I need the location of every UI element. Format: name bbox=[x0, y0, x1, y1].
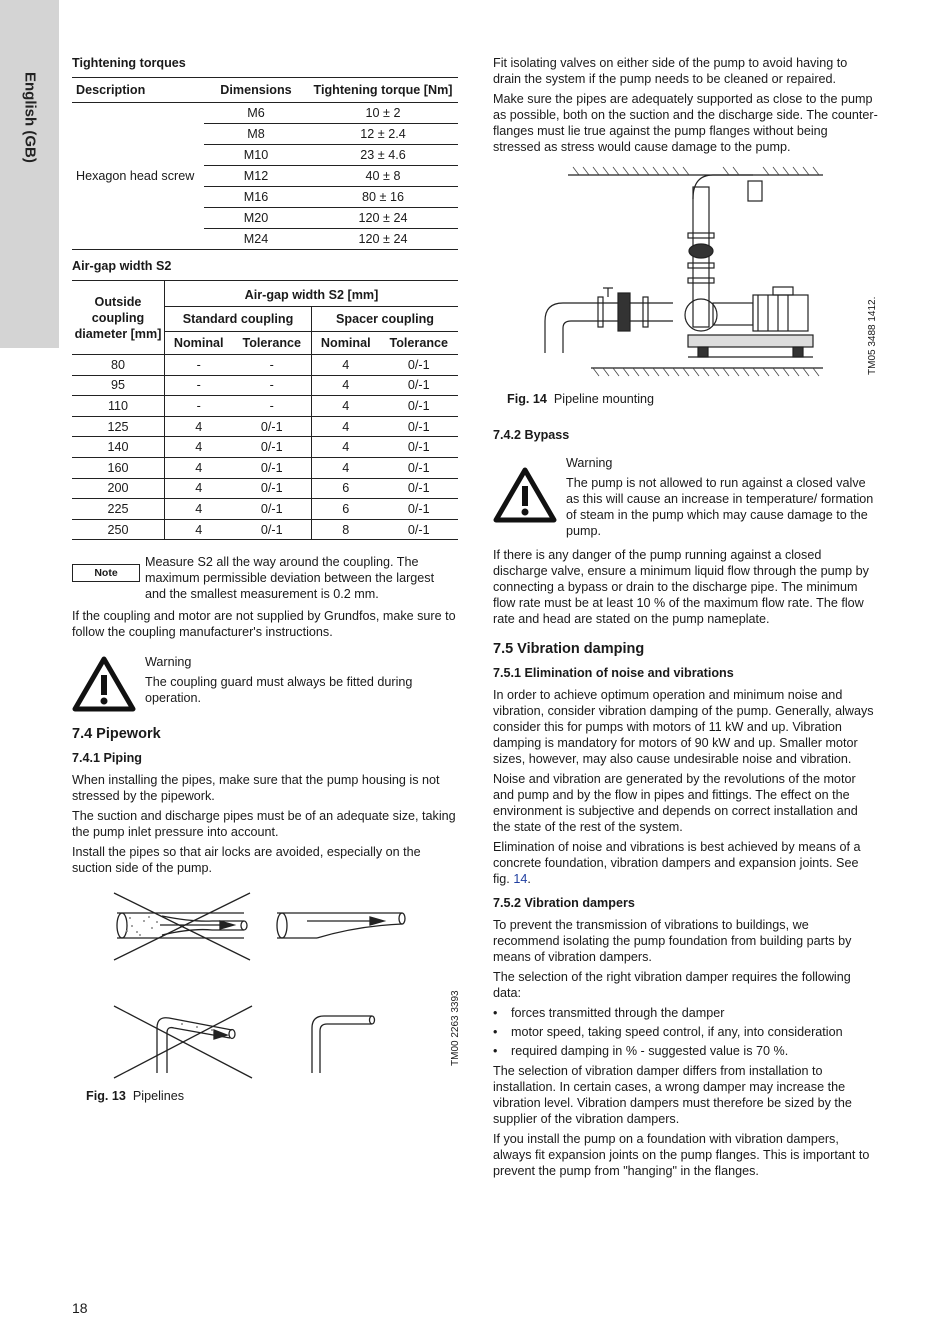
language-label: English (GB) bbox=[21, 72, 39, 163]
spc-tolerance-cell: 0/-1 bbox=[380, 457, 459, 478]
spc-nominal-cell: 4 bbox=[312, 355, 380, 376]
spc-nominal-cell: 4 bbox=[312, 396, 380, 417]
spc-nominal-cell: 4 bbox=[312, 375, 380, 396]
spc-tolerance-cell: 0/-1 bbox=[380, 499, 459, 520]
spc-nominal-cell: 8 bbox=[312, 519, 380, 540]
torque-cell: 12 ± 2.4 bbox=[308, 124, 458, 145]
page-number: 18 bbox=[72, 1300, 88, 1316]
note-block bbox=[72, 554, 458, 602]
piping-text-2: The suction and discharge pipes must be of an adequate size, taking the pump inlet pressure into account. bbox=[72, 809, 456, 840]
diameter-cell: 110 bbox=[72, 396, 165, 417]
spc-nominal-cell: 4 bbox=[312, 457, 380, 478]
std-nominal-cell: 4 bbox=[165, 519, 233, 540]
spc-tolerance-cell: 0/-1 bbox=[380, 355, 459, 376]
vibration-text-3b: . bbox=[527, 872, 531, 886]
warning-block-2 bbox=[493, 455, 878, 539]
right-column bbox=[493, 55, 878, 1183]
std-tolerance-cell: - bbox=[232, 355, 311, 376]
fig13-number: Fig. 13 bbox=[86, 1089, 126, 1104]
warning1-title: Warning bbox=[145, 655, 192, 670]
dimension-cell: M6 bbox=[204, 103, 308, 124]
diameter-cell: 140 bbox=[72, 437, 165, 458]
std-nominal-cell: - bbox=[165, 355, 233, 376]
airgap-spc-nominal: Nominal bbox=[312, 332, 380, 355]
vibration-text-3 bbox=[493, 839, 878, 887]
section-7-5-2-title: 7.5.2 Vibration dampers bbox=[493, 896, 635, 910]
damper-data-list bbox=[493, 1005, 878, 1059]
vibration-text-1: In order to achieve optimum operation and minimum noise and vibration, consider vibration damping of the pump. Generally, always consider this for pumps with motors of 11 kW and up. Vibration damping is mandatory for motors of 90 kW and up. Smaller motor sizes, however, may also cause undesirable noise and vibration. bbox=[493, 688, 874, 766]
airgap-table bbox=[72, 280, 458, 540]
dampers-text-4: If you install the pump on a foundation with vibration dampers, always fit expansion joints on the pump flanges. This is important to prevent the pump from "hanging" in the flanges. bbox=[493, 1132, 870, 1178]
diameter-cell: 80 bbox=[72, 355, 165, 376]
std-tolerance-cell: 0/-1 bbox=[232, 499, 311, 520]
table-row bbox=[72, 375, 458, 396]
spc-nominal-cell: 6 bbox=[312, 478, 380, 499]
fig13-title: Pipelines bbox=[132, 1089, 184, 1104]
std-tolerance-cell: 0/-1 bbox=[232, 437, 311, 458]
vibration-text-2: Noise and vibration are generated by the revolutions of the motor and pump and by the flow in pipes and fittings. The effect on the environment is subjective and depends on correct installation and the state of the rest of the system. bbox=[493, 772, 858, 834]
torque-cell: 120 ± 24 bbox=[308, 208, 458, 229]
table-row bbox=[72, 499, 458, 520]
table-row bbox=[72, 478, 458, 499]
torque-cell: 23 ± 4.6 bbox=[308, 145, 458, 166]
spc-tolerance-cell: 0/-1 bbox=[380, 519, 459, 540]
std-tolerance-cell: 0/-1 bbox=[232, 519, 311, 540]
std-nominal-cell: 4 bbox=[165, 416, 233, 437]
torque-description-cell: Hexagon head screw bbox=[76, 169, 195, 183]
diameter-cell: 250 bbox=[72, 519, 165, 540]
airgap-heading: Air-gap width S2 bbox=[72, 259, 172, 273]
fig14-link[interactable]: 14 bbox=[513, 872, 528, 886]
spc-tolerance-cell: 0/-1 bbox=[380, 416, 459, 437]
fig13-code: TM00 2263 3393 bbox=[450, 990, 461, 1067]
spc-tolerance-cell: 0/-1 bbox=[380, 478, 459, 499]
diameter-cell: 125 bbox=[72, 416, 165, 437]
figure-13 bbox=[72, 888, 461, 1106]
fig14-title: Pipeline mounting bbox=[553, 392, 655, 406]
torque-cell: 40 ± 8 bbox=[308, 166, 458, 187]
diameter-cell: 200 bbox=[72, 478, 165, 499]
torque-cell: 10 ± 2 bbox=[308, 103, 458, 124]
diameter-cell: 160 bbox=[72, 457, 165, 478]
dimension-cell: M12 bbox=[204, 166, 308, 187]
warning-block-1 bbox=[72, 654, 458, 706]
note-text: Measure S2 all the way around the coupling. The maximum permissible deviation between the largest and the smallest measurement is 0.2 mm. bbox=[145, 555, 435, 602]
dampers-text-2: The selection of the right vibration damper requires the following data: bbox=[493, 970, 851, 1000]
table-row bbox=[72, 437, 458, 458]
std-tolerance-cell: 0/-1 bbox=[232, 416, 311, 437]
dimension-cell: M10 bbox=[204, 145, 308, 166]
list-item: • forces transmitted through the damper bbox=[493, 1005, 878, 1021]
fig14-number: Fig. 14 bbox=[507, 392, 547, 406]
torque-heading: Tightening torques bbox=[72, 56, 186, 70]
pipeline-mounting-illustration bbox=[523, 163, 853, 393]
section-7-4-title: 7.4 Pipework bbox=[72, 726, 161, 743]
airgap-std-tolerance: Tolerance bbox=[242, 336, 302, 350]
airgap-col-diameter: Outside coupling diameter [mm] bbox=[72, 281, 165, 355]
warning1-text: The coupling guard must always be fitted during operation. bbox=[145, 675, 413, 706]
left-column bbox=[72, 55, 461, 1106]
std-nominal-cell: 4 bbox=[165, 499, 233, 520]
warning-icon bbox=[493, 467, 557, 523]
pipelines-illustration bbox=[102, 888, 462, 1084]
spc-tolerance-cell: 0/-1 bbox=[380, 375, 459, 396]
table-row bbox=[72, 457, 458, 478]
dimension-cell: M16 bbox=[204, 187, 308, 208]
table-row bbox=[72, 396, 458, 417]
torque-col-torque: Tightening torque [Nm] bbox=[308, 78, 458, 103]
section-7-5-1-title: 7.5.1 Elimination of noise and vibrations bbox=[493, 666, 734, 680]
bypass-text: If there is any danger of the pump running against a closed discharge valve, ensure a minimum liquid flow through the pump by connecting a bypass or drain to the discharge pipe. The minimum flow rate must be at least 10 % of the maximum flow rate. The flow rate and head are stated on the pump nameplate. bbox=[493, 548, 869, 626]
airgap-standard-header: Standard coupling bbox=[165, 307, 312, 332]
spc-tolerance-cell: 0/-1 bbox=[380, 437, 459, 458]
airgap-spc-tolerance: Tolerance bbox=[389, 336, 449, 350]
std-nominal-cell: 4 bbox=[165, 478, 233, 499]
std-tolerance-cell: 0/-1 bbox=[232, 457, 311, 478]
note-label: Note bbox=[72, 564, 140, 582]
fig14-caption bbox=[507, 391, 654, 407]
torque-cell: 80 ± 16 bbox=[308, 187, 458, 208]
figure-14 bbox=[493, 163, 878, 421]
airgap-std-nominal: Nominal bbox=[165, 332, 233, 355]
torque-col-dimensions: Dimensions bbox=[204, 78, 308, 103]
diameter-cell: 95 bbox=[72, 375, 165, 396]
std-tolerance-cell: 0/-1 bbox=[232, 478, 311, 499]
spc-tolerance-cell: 0/-1 bbox=[380, 396, 459, 417]
fig14-code: TM05 3488 1412. bbox=[867, 296, 878, 375]
warning-icon bbox=[72, 656, 136, 712]
dampers-text-1: To prevent the transmission of vibrations to buildings, we recommend isolating the pump foundation from building parts by means of vibration dampers. bbox=[493, 918, 852, 964]
torque-cell: 120 ± 24 bbox=[308, 229, 458, 250]
torque-table bbox=[72, 77, 458, 250]
table-row bbox=[72, 355, 458, 376]
list-item: • motor speed, taking speed control, if any, into consideration bbox=[493, 1024, 878, 1040]
list-item: • required damping in % - suggested value is 70 %. bbox=[493, 1043, 878, 1059]
spc-nominal-cell: 4 bbox=[312, 416, 380, 437]
dimension-cell: M24 bbox=[204, 229, 308, 250]
fig13-caption bbox=[86, 1088, 184, 1104]
std-nominal-cell: 4 bbox=[165, 437, 233, 458]
torque-col-description: Description bbox=[72, 78, 204, 103]
spc-nominal-cell: 6 bbox=[312, 499, 380, 520]
language-sidebar bbox=[0, 0, 59, 348]
dimension-cell: M8 bbox=[204, 124, 308, 145]
dampers-text-3: The selection of vibration damper differs from installation to installation. In certain cases, a wrong damper may increase the vibration level. Vibration dampers must therefore be sized by the supplier of the vibration dampers. bbox=[493, 1064, 852, 1126]
table-row bbox=[72, 416, 458, 437]
std-tolerance-cell: - bbox=[232, 375, 311, 396]
airgap-group-header: Air-gap width S2 [mm] bbox=[165, 281, 459, 307]
warning2-title: Warning bbox=[566, 456, 613, 470]
piping-text-3: Install the pipes so that air locks are avoided, especially on the suction side of the pump. bbox=[72, 845, 421, 876]
section-7-4-2-title: 7.4.2 Bypass bbox=[493, 428, 570, 442]
std-nominal-cell: - bbox=[165, 396, 233, 417]
section-7-4-1-title: 7.4.1 Piping bbox=[72, 751, 142, 766]
spc-nominal-cell: 4 bbox=[312, 437, 380, 458]
std-nominal-cell: - bbox=[165, 375, 233, 396]
piping-text-1: When installing the pipes, make sure that the pump housing is not stressed by the pipework. bbox=[72, 773, 440, 804]
warning2-text: The pump is not allowed to run against a closed valve as this will cause an increase in temperature/ formation of steam in the pump which may cause damage to the pump. bbox=[566, 476, 874, 538]
table-row bbox=[72, 519, 458, 540]
section-7-5-title: 7.5 Vibration damping bbox=[493, 641, 645, 657]
std-tolerance-cell: - bbox=[232, 396, 311, 417]
std-nominal-cell: 4 bbox=[165, 457, 233, 478]
coupling-text: If the coupling and motor are not supplied by Grundfos, make sure to follow the coupling manufacturer's instructions. bbox=[72, 609, 456, 640]
diameter-cell: 225 bbox=[72, 499, 165, 520]
table-row bbox=[72, 103, 458, 124]
dimension-cell: M20 bbox=[204, 208, 308, 229]
vibration-text-3a: Elimination of noise and vibrations is best achieved by means of a concrete foundation, vibration dampers and expansion joints. See fig. bbox=[493, 840, 861, 886]
support-text: Make sure the pipes are adequately supported as close to the pump as possible, both on the suction and the discharge side. The counter-flanges must lie true against the pump flanges without being stressed as stress would cause damage to the pump. bbox=[493, 92, 878, 154]
airgap-spacer-header: Spacer coupling bbox=[312, 307, 458, 332]
valves-text: Fit isolating valves on either side of the pump to avoid having to drain the system if the pump needs to be cleaned or repaired. bbox=[493, 56, 848, 86]
